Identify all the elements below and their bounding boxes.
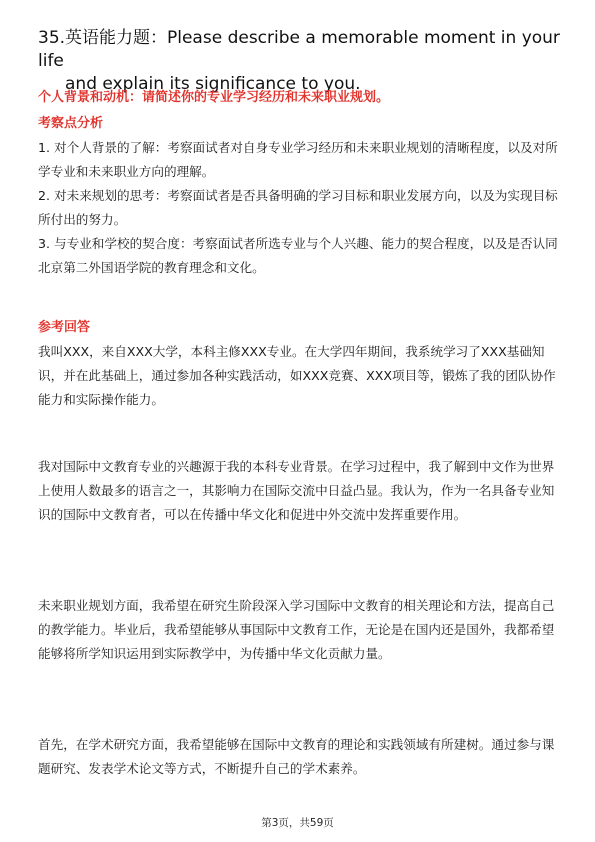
background-heading: 个人背景和动机：请简述你的专业学习经历和未来职业规划。: [38, 90, 390, 105]
analysis-item-2: 2. 对未来规划的思考：考察面试者是否具备明确的学习目标和职业发展方向，以及为实现目标所付出的努力。: [38, 188, 558, 227]
question-line-2: and explain its significance to you.: [65, 74, 361, 94]
analysis-list: [38, 136, 558, 280]
answer-heading: 参考回答: [38, 320, 91, 335]
analysis-item-1: 1. 对个人背景的了解：考察面试者对自身专业学习经历和未来职业规划的清晰程度，以及对所学专业和未来职业方向的理解。: [38, 140, 558, 179]
answer-paragraph-4: 首先，在学术研究方面，我希望能够在国际中文教育的理论和实践领域有所建树。通过参与课题研究、发表学术论文等方式，不断提升自己的学术素养。: [38, 737, 555, 776]
analysis-item-3: 3. 与专业和学校的契合度：考察面试者所选专业与个人兴趣、能力的契合程度，以及是否认同北京第二外国语学院的教育理念和文化。: [38, 236, 558, 275]
analysis-heading: 考察点分析: [38, 116, 104, 131]
page-number-footer: 第3页，共59页: [261, 817, 334, 829]
answer-paragraph-3: 未来职业规划方面，我希望在研究生阶段深入学习国际中文教育的相关理论和方法，提高自己的教学能力。毕业后，我希望能够从事国际中文教育工作，无论是在国内还是国外，我都希望能够将所学知识运用到实际教学中，为传播中华文化贡献力量。: [38, 598, 555, 661]
answer-paragraph-2: 我对国际中文教育专业的兴趣源于我的本科专业背景。在学习过程中，我了解到中文作为世界上使用人数最多的语言之一，其影响力在国际交流中日益凸显。我认为，作为一名具备专业知识的国际中文教育者，可以在传播中华文化和促进中外交流中发挥重要作用。: [38, 459, 555, 522]
answer-paragraph-1: 我叫XXX，来自XXX大学，本科主修XXX专业。在大学四年期间，我系统学习了XXX基础知识，并在此基础上，通过参加各种实践活动，如XXX竞赛、XXX项目等，锻炼了我的团队协作能力和实际操作能力。: [38, 344, 556, 407]
question-number: 35.: [38, 28, 66, 48]
question-title: [38, 27, 568, 96]
question-line-1: 英语能力题：Please describe a memorable moment in your life: [38, 28, 560, 71]
